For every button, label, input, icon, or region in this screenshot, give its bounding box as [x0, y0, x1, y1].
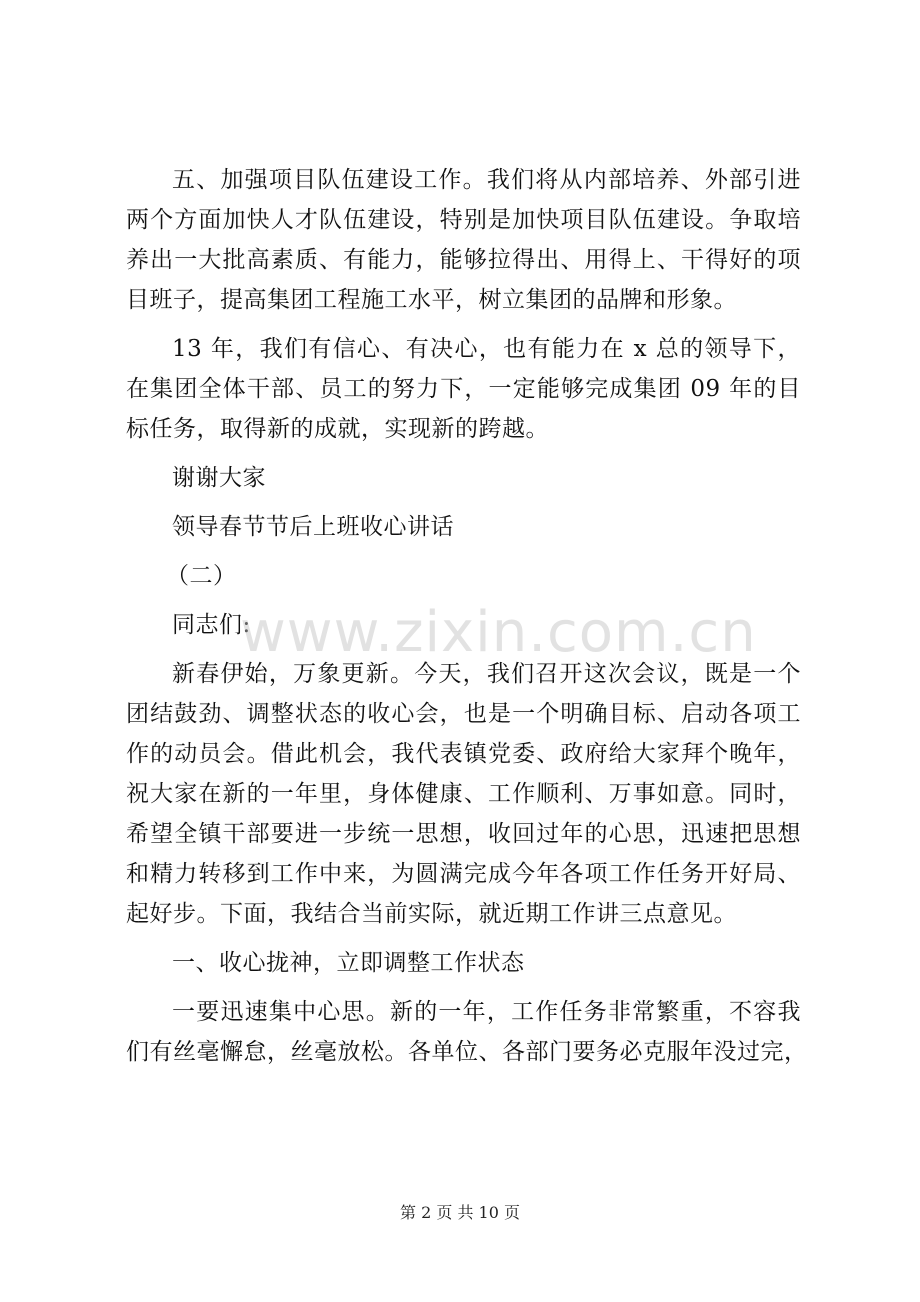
greeting: 同志们:: [172, 612, 251, 638]
text-line: 希望全镇干部要进一步统一思想，收回过年的心思，迅速把思想: [126, 821, 801, 847]
text-line: 目班子，提高集团工程施工水平，树立集团的品牌和形象。: [126, 287, 737, 313]
text-line: 和精力转移到工作中来，为圆满完成今年各项工作任务开好局、: [126, 861, 801, 887]
paragraph-3: [126, 654, 801, 934]
text-line: 们有丝毫懈怠，丝毫放松。各单位、各部门要务必克服年没过完，: [126, 1039, 808, 1065]
section-heading: 一、收心拢神，立即调整工作状态: [172, 950, 525, 976]
paragraph-4: [126, 992, 808, 1072]
text-line: 起好步。下面，我结合当前实际，就近期工作讲三点意见。: [126, 901, 737, 927]
text-line: 两个方面加快人才队伍建设，特别是加快项目队伍建设。争取培: [126, 207, 801, 233]
thanks-line: 谢谢大家: [172, 465, 266, 491]
paragraph-1: [126, 160, 801, 320]
text-line: 新春伊始，万象更新。今天，我们召开这次会议，既是一个: [172, 661, 801, 687]
watermark: www.zixin.com.cn: [240, 600, 757, 665]
speech-subtitle: （二）: [166, 563, 237, 589]
document-body: [126, 160, 808, 1081]
text-line: 标任务，取得新的成就，实现新的跨越。: [126, 416, 549, 442]
text-line: 养出一大批高素质、有能力，能够拉得出、用得上、干得好的项: [126, 247, 801, 273]
text-line: 在集团全体干部、员工的努力下，一定能够完成集团 09 年的目: [126, 376, 801, 402]
text-line: 一要迅速集中心思。新的一年，工作任务非常繁重，不容我: [172, 999, 801, 1025]
text-line: 作的动员会。借此机会，我代表镇党委、政府给大家拜个晚年，: [126, 741, 801, 767]
text-line: 五、加强项目队伍建设工作。我们将从内部培养、外部引进: [172, 167, 801, 193]
text-line: 团结鼓劲、调整状态的收心会，也是一个明确目标、启动各项工: [126, 701, 801, 727]
text-line: 祝大家在新的一年里，身体健康、工作顺利、万事如意。同时，: [126, 781, 801, 807]
text-line: 13 年，我们有信心、有决心，也有能力在 x 总的领导下，: [172, 336, 801, 362]
page-footer: 第 2 页 共 10 页: [400, 1203, 520, 1222]
speech-title: 领导春节节后上班收心讲话: [172, 514, 454, 540]
paragraph-2: [126, 329, 801, 449]
